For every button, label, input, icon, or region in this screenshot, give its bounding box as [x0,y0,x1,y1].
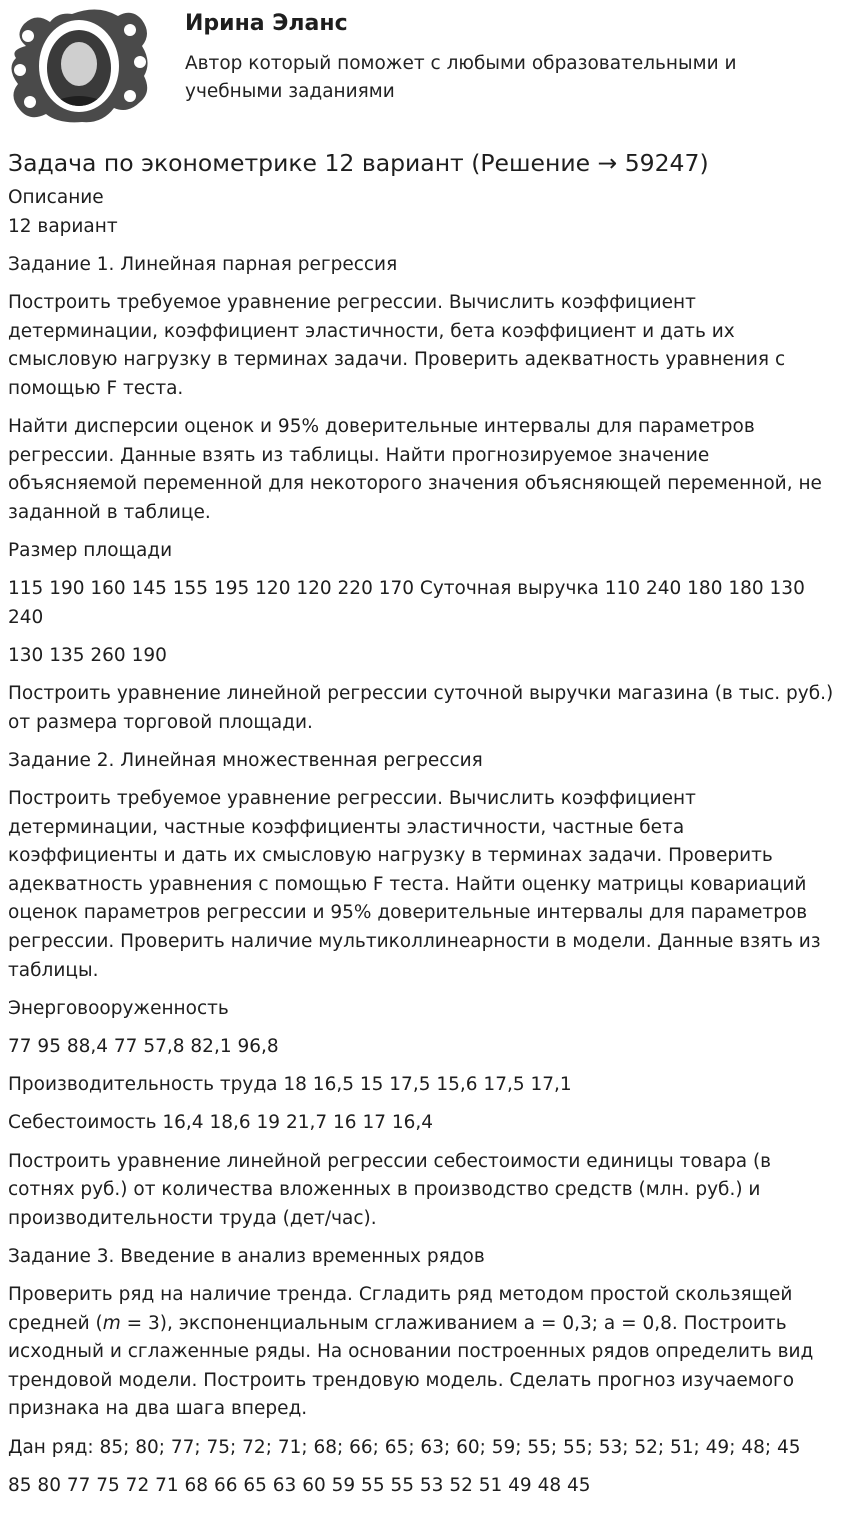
task-content [8,146,839,1510]
author-description: Автор который поможет с любыми образовательными и учебными заданиями [185,53,737,102]
page-title: Задача по эконометрике 12 вариант (Решение → 59247) [8,149,709,177]
description-label: Описание [8,187,104,208]
task2-goal: Построить уравнение линейной регрессии себестоимости единицы товара (в сотнях руб.) от количества вложенных в производство средств (млн. руб.) и производительности труда (дет/час). [8,1150,772,1229]
task3-series-given: Дан ряд: 85; 80; 77; 75; 72; 71; 68; 66; 65; 63; 60; 59; 55; 55; 53; 52; 51; 49; 48; 45 [8,1436,801,1458]
task2-productivity: Производительность труда 18 16,5 15 17,5 15,6 17,5 17,1 [8,1074,572,1096]
task1-area-label: Размер площади [8,539,173,561]
task2-heading: Задание 2. Линейная множественная регрессия [8,749,483,771]
task3-heading: Задание 3. Введение в анализ временных рядов [8,1245,485,1267]
task2-energy-values: 77 95 88,4 77 57,8 82,1 96,8 [8,1035,279,1057]
task3-text [8,1281,839,1424]
task1-goal: Построить уравнение линейной регрессии суточной выручки магазина (в тыс. руб.) от размера торговой площади. [8,683,834,733]
task3-series-plain: 85 80 77 75 72 71 68 66 65 63 60 59 55 55 53 52 51 49 48 45 [8,1474,591,1496]
task1-text2: Найти дисперсии оценок и 95% доверительные интервалы для параметров регрессии. Данные взять из таблицы. Найти прогнозируемое значение объясняемой переменной для некоторого значения объясняющей переменной, не заданной в таблице. [8,415,822,523]
task2-cost: Себестоимость 16,4 18,6 19 21,7 16 17 16,4 [8,1112,434,1134]
variant-label: 12 вариант [8,215,118,237]
task3-text-part2: = 3), экспоненциальным сглаживанием a = 0,3; a = 0,8. Построить исходный и сглаженные ряды. На основании построенных рядов определить вид трендовой модели. Построить трендовую модель. Сделать прогноз изучаемого признака на два шага вперед. [8,1312,814,1420]
task1-heading: Задание 1. Линейная парная регрессия [8,253,398,275]
author-avatar[interactable] [6,6,152,126]
author-header [0,0,847,130]
task3-text-m: m [102,1312,121,1334]
task2-text: Построить требуемое уравнение регрессии. Вычислить коэффициент детерминации, частные коэффициенты эластичности, частные бета коэффициенты и дать их смысловую нагрузку в терминах задачи. Проверить адекватность уравнения с помощью F теста. Найти оценку матрицы ковариаций оценок параметров регрессии и 95% доверительные интервалы для параметров регрессии. Проверить наличие мультиколлинеарности в модели. Данные взять из таблицы. [8,788,821,981]
author-name[interactable]: Ирина Эланс [185,11,348,36]
task1-data-line1: 115 190 160 145 155 195 120 120 220 170 Суточная выручка 110 240 180 180 130 240 [8,578,805,628]
task1-text1: Построить требуемое уравнение регрессии. Вычислить коэффициент детерминации, коэффициент эластичности, бета коэффициент и дать их смысловую нагрузку в терминах задачи. Проверить адекватность уравнения с помощью F теста. [8,291,786,399]
task1-data-line2: 130 135 260 190 [8,644,167,666]
task3-text-part1: Проверить ряд на наличие тренда. Сгладить ряд методом простой скользящей средней ( [8,1284,793,1334]
task2-energy-label: Энерговооруженность [8,997,229,1019]
